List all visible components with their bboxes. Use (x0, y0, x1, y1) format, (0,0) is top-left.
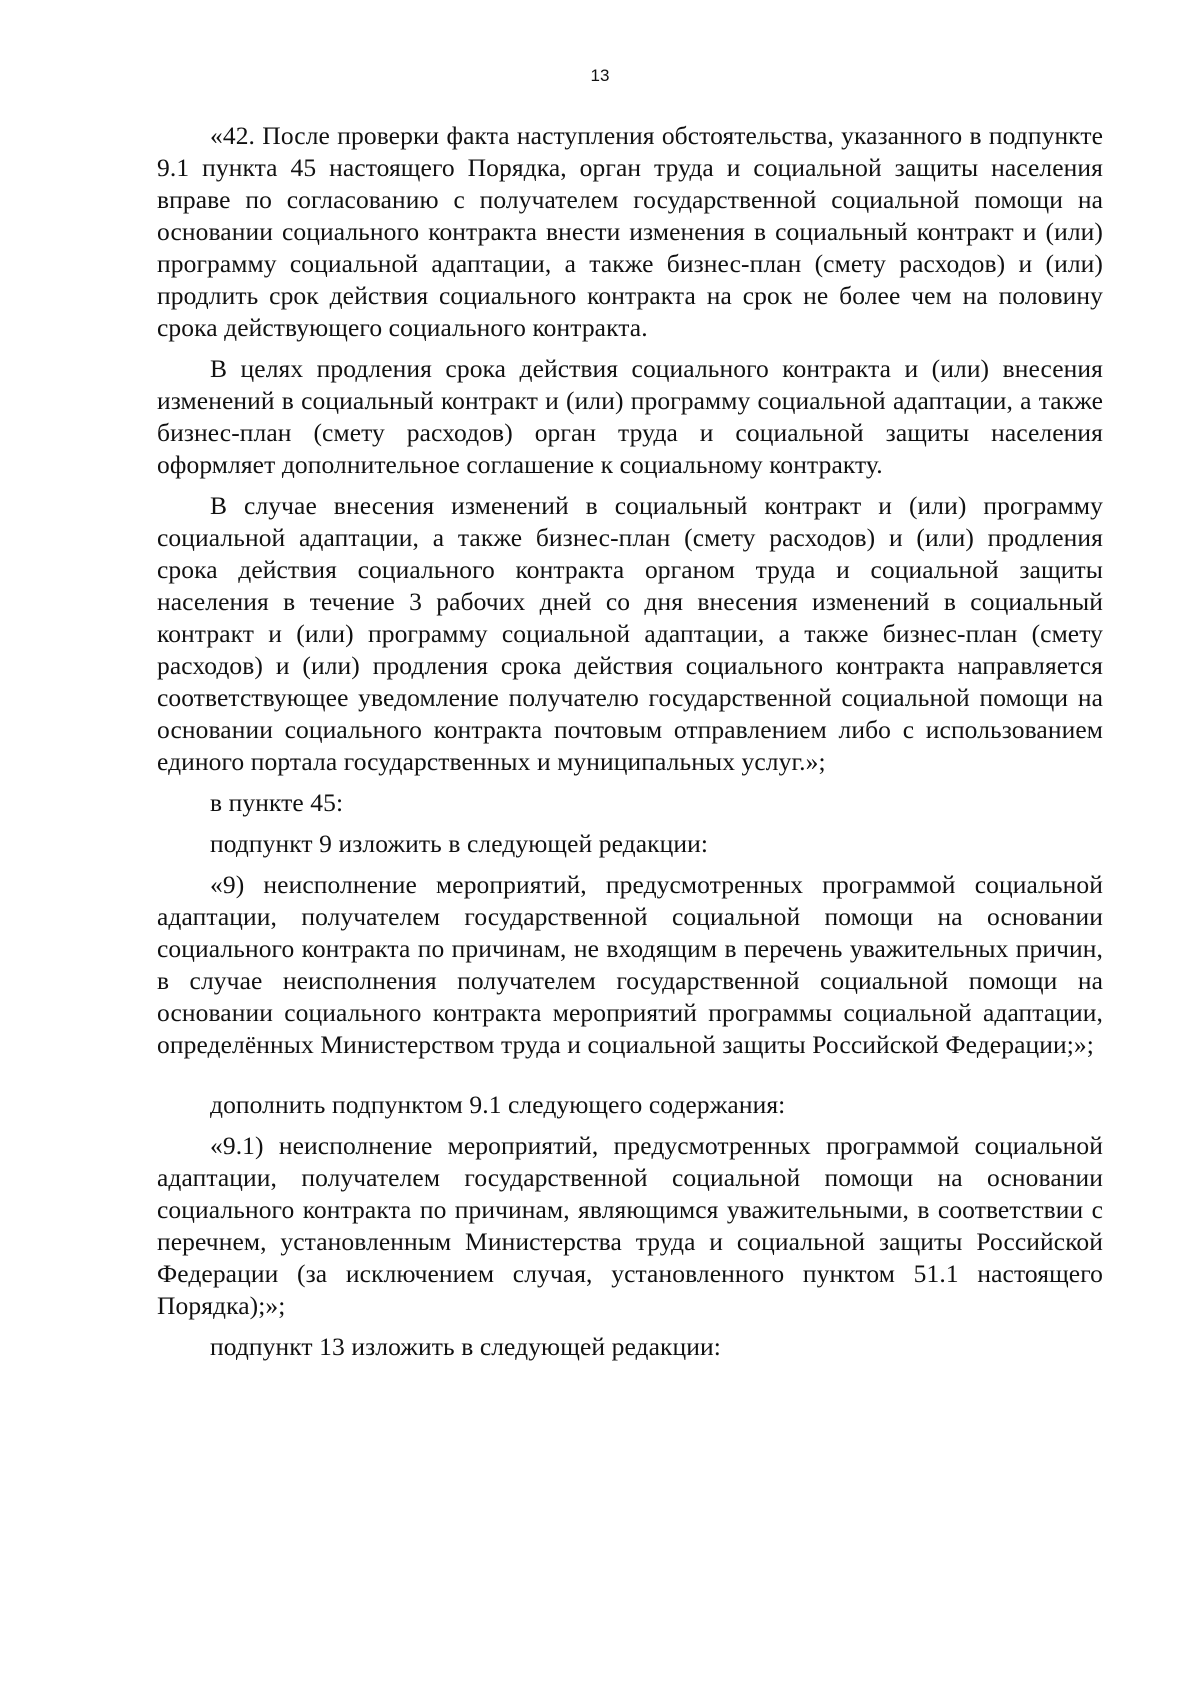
page-number: 13 (590, 66, 610, 85)
paragraph-subitem-9-instruction: подпункт 9 изложить в следующей редакции: (210, 829, 709, 858)
document-body (157, 120, 1103, 1363)
paragraph-item-42: «42. После проверки факта наступления обстоятельства, указанного в подпункте 9.1 пункта 45 настоящего Порядка, орган труда и социальной защиты населения вправе по согласованию с получателем государственной социальной помощи на основании социального контракта внести изменения в социальный контракт и (или) программу социальной адаптации, а также бизнес-план (смету расходов) и (или) продлить срок действия социального контракта на срок не более чем на половину срока действующего социального контракта. (157, 121, 1103, 342)
paragraph-subitem-9-text: «9) неисполнение мероприятий, предусмотренных программой социальной адаптации, получателем государственной социальной помощи на основании социального контракта по причинам, не входящим в перечень уважительных причин, в случае неисполнения получателем государственной социальной помощи на основании социального контракта мероприятий программы социальной адаптации, определённых Министерством труда и социальной защиты Российской Федерации;»; (157, 870, 1103, 1059)
paragraph-extension-purpose: В целях продления срока действия социального контракта и (или) внесения изменений в социальный контракт и (или) программу социальной адаптации, а также бизнес-план (смету расходов) орган труда и социальной защиты населения оформляет дополнительное соглашение к социальному контракту. (157, 354, 1103, 479)
paragraph-subitem-9-1-text: «9.1) неисполнение мероприятий, предусмотренных программой социальной адаптации, получателем государственной социальной помощи на основании социального контракта по причинам, являющимся уважительными, в соответствии с перечнем, установленным Министерства труда и социальной защиты Российской Федерации (за исключением случая, установленного пунктом 51.1 настоящего Порядка);»; (157, 1131, 1103, 1320)
paragraph-notification: В случае внесения изменений в социальный контракт и (или) программу социальной адаптации, а также бизнес-план (смету расходов) и (или) продления срока действия социального контракта органом труда и социальной защиты населения в течение 3 рабочих дней со дня внесения изменений в социальный контракт и (или) программу социальной адаптации, а также бизнес-план (смету расходов) и (или) продления срока действия социального контракта направляется соответствующее уведомление получателю государственной социальной помощи на основании социального контракта почтовым отправлением либо с использованием единого портала государственных и муниципальных услуг.»; (157, 491, 1103, 776)
paragraph-subitem-13-instruction: подпункт 13 изложить в следующей редакции: (210, 1332, 721, 1361)
paragraph-subitem-9-1-instruction: дополнить подпунктом 9.1 следующего содержания: (210, 1090, 786, 1119)
paragraph-item-45-intro: в пункте 45: (210, 788, 344, 817)
